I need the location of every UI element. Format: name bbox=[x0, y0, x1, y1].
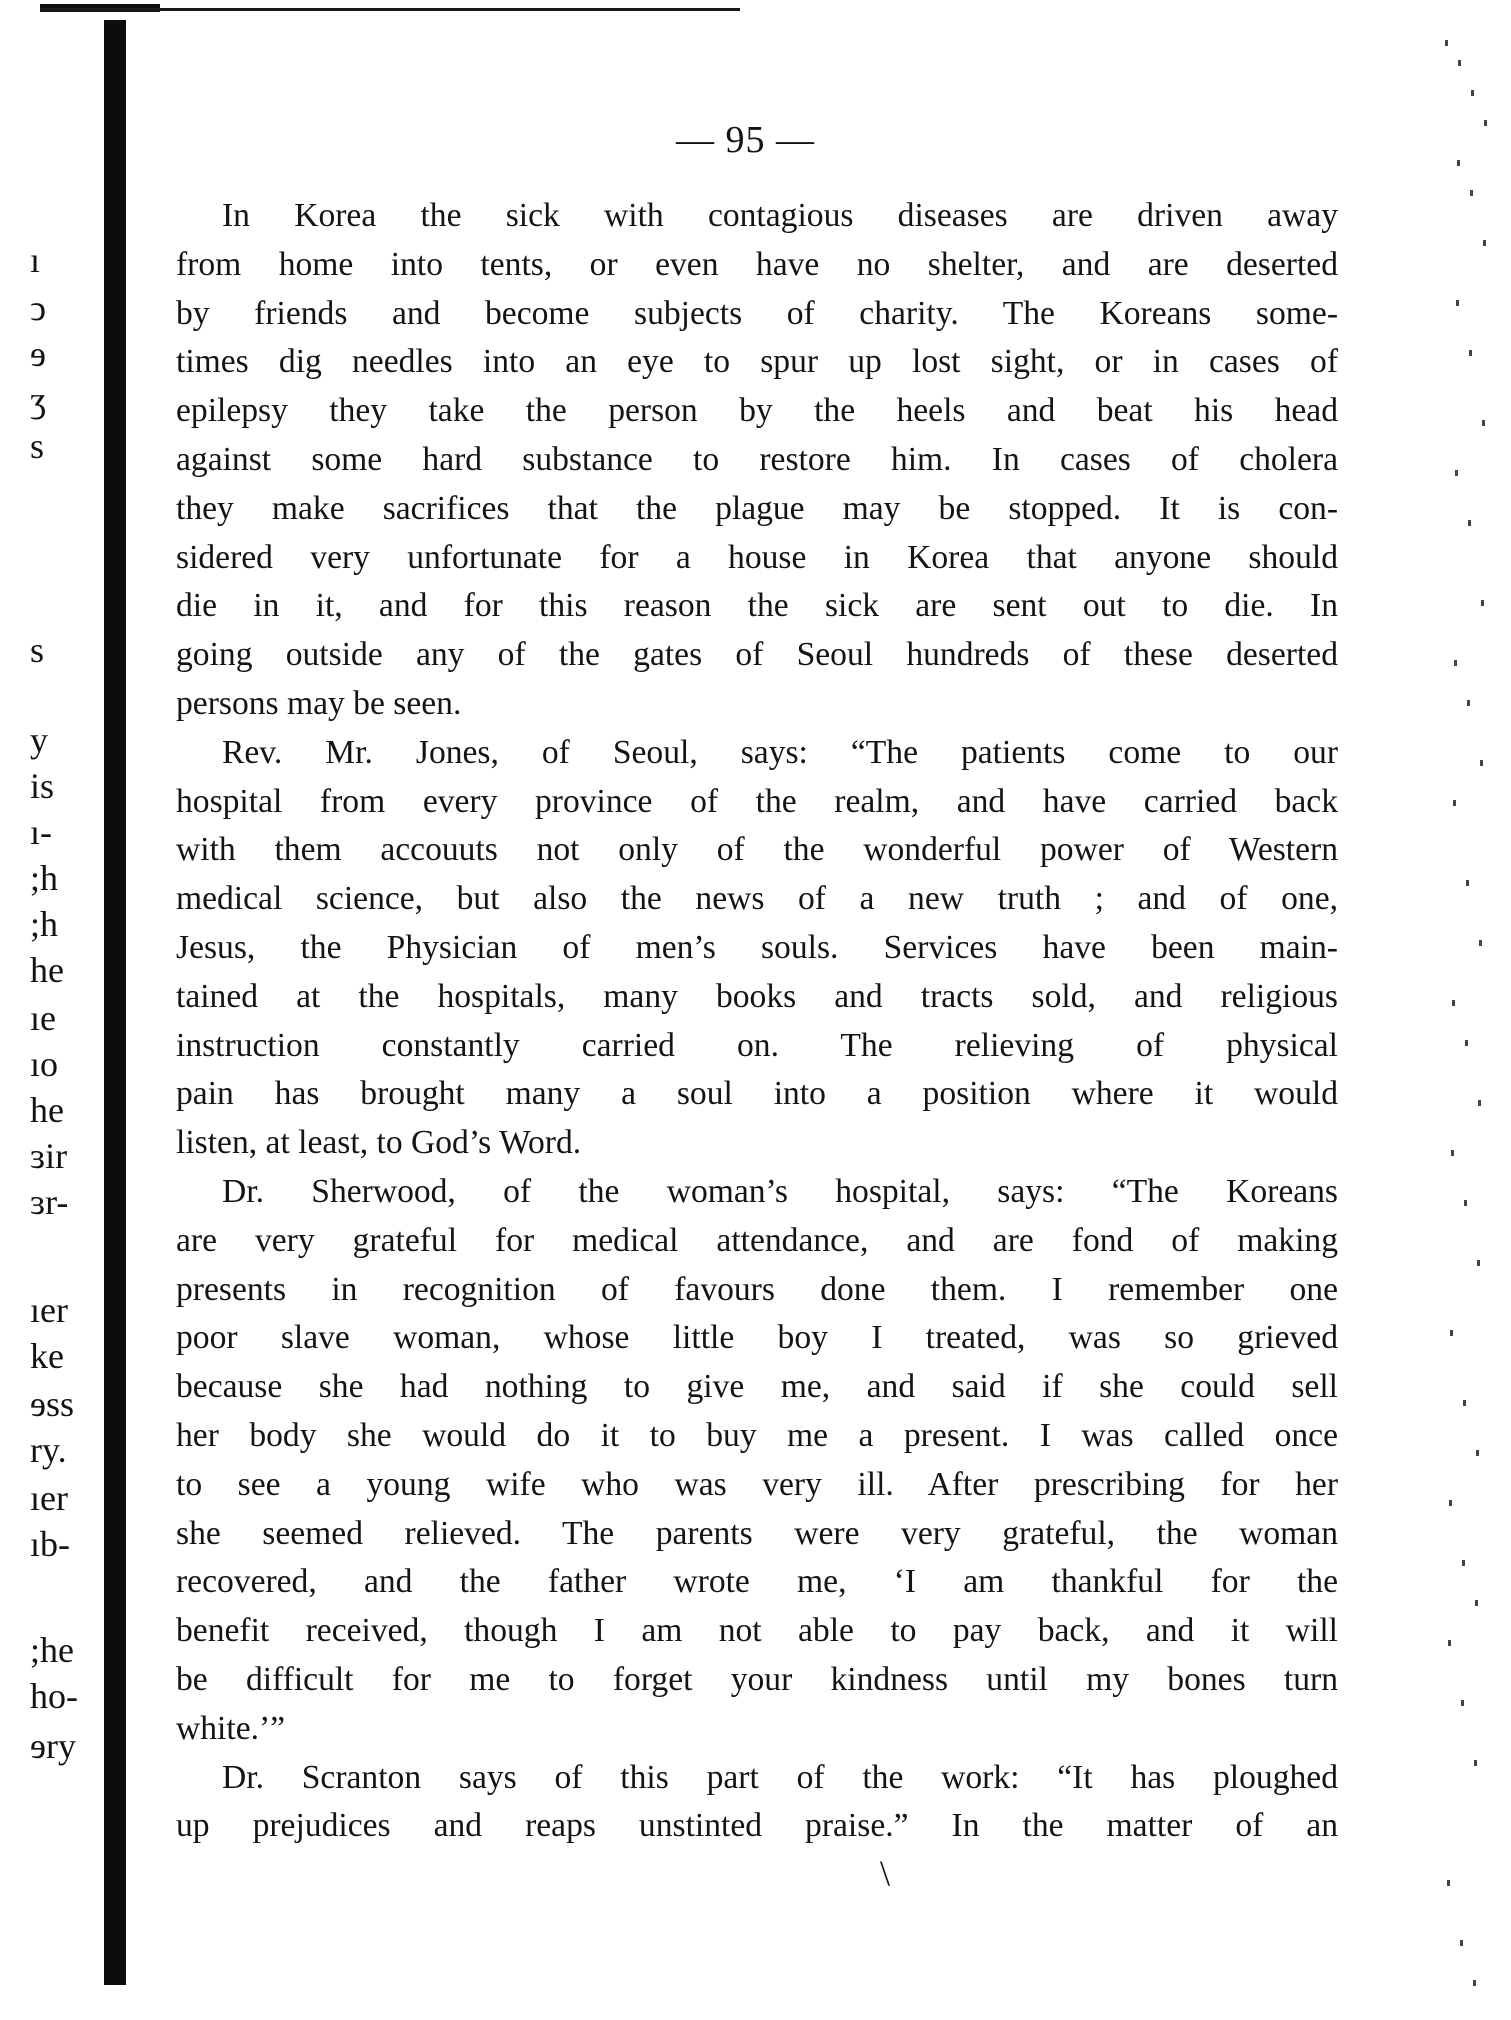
scan-speck bbox=[1465, 1040, 1468, 1046]
scan-speck bbox=[1478, 1100, 1481, 1106]
margin-fragment: ;he bbox=[30, 1630, 74, 1670]
scan-speck bbox=[1475, 1600, 1478, 1606]
text-line: her body she would do it to buy me a present. I was called once bbox=[176, 1416, 1338, 1454]
text-line: Jesus, the Physician of men’s souls. Services have been main- bbox=[176, 928, 1338, 966]
text-line: listen, at least, to God’s Word. bbox=[176, 1124, 582, 1162]
text-line: medical science, but also the news of a new truth ; and of one, bbox=[176, 880, 1338, 918]
scan-speck bbox=[1462, 1560, 1465, 1566]
text-line: Dr. Sherwood, of the woman’s hospital, says: “The Koreans bbox=[222, 1172, 1338, 1210]
text-line: presents in recognition of favours done them. I remember one bbox=[176, 1270, 1338, 1308]
scan-speck bbox=[1458, 60, 1461, 66]
scan-speck bbox=[1482, 420, 1485, 426]
text-line: recovered, and the father wrote me, ‘I am thankful for the bbox=[176, 1563, 1338, 1601]
text-line: instruction constantly carried on. The relieving of physical bbox=[176, 1026, 1338, 1064]
scan-speck bbox=[1481, 600, 1484, 606]
scan-speck bbox=[1460, 1940, 1463, 1946]
margin-fragment: ;h bbox=[30, 904, 59, 944]
text-line: Rev. Mr. Jones, of Seoul, says: “The patients come to our bbox=[222, 733, 1338, 771]
margin-fragment: s bbox=[30, 630, 45, 670]
margin-fragment: he bbox=[30, 1090, 64, 1130]
margin-fragment: ıer bbox=[30, 1290, 68, 1330]
scan-speck bbox=[1452, 1000, 1455, 1006]
margin-fragment: ke bbox=[30, 1336, 64, 1376]
text-line: benefit received, though I am not able to pay back, and it will bbox=[176, 1612, 1338, 1650]
page-number bbox=[0, 118, 1511, 162]
margin-fragment: ıe bbox=[30, 998, 56, 1038]
text-line: persons may be seen. bbox=[176, 684, 462, 722]
text-line: sidered very unfortunate for a house in Korea that anyone should bbox=[176, 538, 1338, 576]
text-line: she seemed relieved. The parents were very grateful, the woman bbox=[176, 1514, 1338, 1552]
scan-speck bbox=[1447, 1880, 1450, 1886]
scan-speck bbox=[1455, 470, 1458, 476]
margin-fragment: ʒ bbox=[30, 380, 46, 420]
left-margin-fragments bbox=[30, 0, 100, 2020]
scan-speck bbox=[1468, 520, 1471, 526]
text-line: up prejudices and reaps unstinted praise.” In the matter of an bbox=[176, 1807, 1338, 1845]
scan-speck bbox=[1445, 40, 1448, 46]
top-rule bbox=[40, 8, 740, 11]
margin-fragment: ıo bbox=[30, 1044, 59, 1084]
text-line: because she had nothing to give me, and said if she could sell bbox=[176, 1368, 1338, 1406]
binding-shadow bbox=[104, 20, 126, 1985]
margin-fragment: ɜir bbox=[30, 1136, 68, 1176]
margin-fragment: ɜr- bbox=[30, 1182, 69, 1222]
margin-fragment: s bbox=[30, 426, 45, 466]
text-line: by friends and become subjects of charity. The Koreans some- bbox=[176, 294, 1338, 332]
text-line: Dr. Scranton says of this part of the work: “It has ploughed bbox=[222, 1758, 1338, 1796]
text-line: to see a young wife who was very ill. After prescribing for her bbox=[176, 1465, 1338, 1503]
margin-fragment: ɘry bbox=[30, 1726, 76, 1766]
scan-speck bbox=[1473, 1980, 1476, 1986]
scan-speck bbox=[1463, 1400, 1466, 1406]
margin-fragment: ɘ bbox=[30, 334, 46, 374]
scan-speck bbox=[1471, 90, 1474, 96]
scan-speck bbox=[1469, 350, 1472, 356]
text-line: In Korea the sick with contagious diseases are driven away bbox=[222, 197, 1338, 234]
scan-speck bbox=[1454, 660, 1457, 666]
text-line: hospital from every province of the realm, and have carried back bbox=[176, 782, 1338, 820]
scan-speck bbox=[1466, 880, 1469, 886]
margin-fragment: ho- bbox=[30, 1676, 78, 1716]
scan-speck bbox=[1456, 300, 1459, 306]
margin-fragment: y bbox=[30, 720, 48, 760]
text-line: be difficult for me to forget your kindness until my bones turn bbox=[176, 1660, 1338, 1698]
scan-speck bbox=[1474, 1760, 1477, 1766]
text-line: poor slave woman, whose little boy I treated, was so grieved bbox=[176, 1319, 1338, 1357]
text-line: times dig needles into an eye to spur up lost sight, or in cases of bbox=[176, 343, 1338, 381]
margin-fragment: ıer bbox=[30, 1478, 68, 1518]
text-line: going outside any of the gates of Seoul hundreds of these deserted bbox=[176, 636, 1338, 674]
margin-fragment: ry. bbox=[30, 1430, 67, 1470]
scan-speck bbox=[1448, 1640, 1451, 1646]
scan-speck bbox=[1477, 1260, 1480, 1266]
margin-fragment: he bbox=[30, 950, 64, 990]
scan-speck bbox=[1483, 240, 1486, 246]
bottom-mark: \ bbox=[880, 1853, 891, 1893]
scan-speck bbox=[1450, 1330, 1453, 1336]
scan-speck bbox=[1449, 1500, 1452, 1506]
page-number-text: — 95 — bbox=[676, 119, 815, 161]
text-line: pain has brought many a soul into a position where it would bbox=[176, 1075, 1338, 1113]
scan-speck bbox=[1464, 1200, 1467, 1206]
text-line: epilepsy they take the person by the heels and beat his head bbox=[176, 392, 1338, 430]
margin-fragment: ;h bbox=[30, 858, 59, 898]
text-line: tained at the hospitals, many books and tracts sold, and religious bbox=[176, 977, 1338, 1015]
scan-speck bbox=[1451, 1150, 1454, 1156]
text-line: with them accouuts not only of the wonderful power of Western bbox=[176, 831, 1338, 869]
scan-speck bbox=[1467, 700, 1470, 706]
text-line: from home into tents, or even have no shelter, and are deserted bbox=[176, 245, 1338, 283]
scan-speck bbox=[1453, 800, 1456, 806]
scan-speck bbox=[1476, 1450, 1479, 1456]
scan-speck bbox=[1470, 190, 1473, 196]
margin-fragment: ıb- bbox=[30, 1524, 70, 1564]
scan-speck bbox=[1479, 940, 1482, 946]
margin-fragment: ɘss bbox=[30, 1384, 74, 1424]
margin-fragment: ı bbox=[30, 240, 41, 280]
text-line: they make sacrifices that the plague may be stopped. It is con- bbox=[176, 489, 1338, 527]
scan-speck bbox=[1461, 1700, 1464, 1706]
text-line: are very grateful for medical attendance, and are fond of making bbox=[176, 1221, 1338, 1259]
margin-fragment: ͻ bbox=[30, 288, 46, 328]
body-text bbox=[176, 192, 1338, 1851]
margin-fragment: ı- bbox=[30, 812, 52, 852]
scan-speck bbox=[1480, 760, 1483, 766]
text-line: against some hard substance to restore him. In cases of cholera bbox=[176, 440, 1338, 478]
text-line: white.’” bbox=[176, 1709, 286, 1747]
margin-fragment: is bbox=[30, 766, 55, 806]
text-line: die in it, and for this reason the sick are sent out to die. In bbox=[176, 587, 1338, 625]
right-margin-specks bbox=[1445, 0, 1505, 2020]
